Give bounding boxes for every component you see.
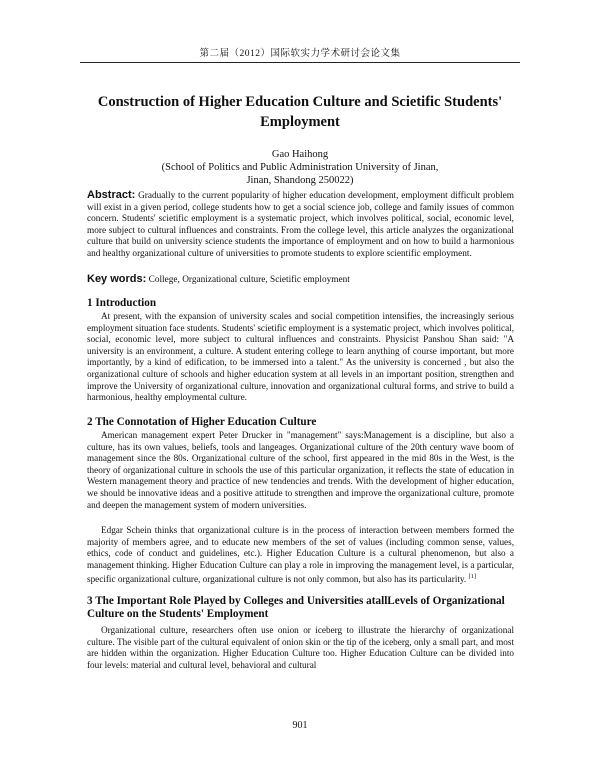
author-block bbox=[80, 148, 520, 187]
connotation-paragraph-1: American management expert Peter Drucker in "management" says:Management is a discipline, but also a culture, has its own values, beliefs, tools and langeages. Organizational culture of the 20th century wave boom of management since the 80s. Organizational culture of the school, first appeared in the mid 80s in the West, is the theory of organizational culture in schools the use of this particular organization, it reflects the state of education in Western management theory and practice of new tendencies and trends. With the development of higher education, we should be innovative ideas and a positive attitude to strengthen and improve the organizational culture, promote and deepen the management system of modern universities. bbox=[87, 430, 514, 510]
important-role-paragraph: Organizational culture, researchers often use onion or iceberg to illustrate the hierarchy of organizational culture. The visible part of the cultural equivalent of onion skin or the tip of the iceberg, only a small part, and most are hidden within the organization. Higher Education Culture too. Higher Education Culture can be divided into four levels: material and cultural level, behavioral and cultural bbox=[87, 625, 514, 670]
keywords-text: College, Organizational culture, Scietific employment bbox=[148, 275, 350, 285]
introduction-paragraph: At present, with the expansion of university scales and social competition intensifies, the increasingly serious employment situation face students. Students' scietific employment is a systematic project, which involves political, social, economic level, more subject to cultural influences and constraints. Physicist Panshou Shan said: "A university is an environment, a culture. A student entering college to learn anything of course important, but more importantly, by a kind of edification, to be immersed into a talent." As the university is concerned , but also the organizational culture of schools and higher education system at all levels in an important position, strengthen and improve the University of organizational culture, innovation and organizational cultural forms, and strive to build a harmonious, healthy employmental culture. bbox=[87, 311, 514, 403]
abstract bbox=[87, 190, 514, 261]
author-name: Gao Haihong bbox=[271, 149, 329, 160]
citation-marker: [1] bbox=[468, 573, 477, 581]
connotation-paragraph-2 bbox=[87, 525, 514, 586]
connotation-paragraph-2-text: Edgar Schein thinks that organizational culture is in the process of interaction between members formed the majority of members agree, and to educate new members of the set of values (including common sense, values, ethics, code of conduct and guidelines, etc.). Higher Education Culture is a cultural phenomenon, but also a management thinking. Higher Education Culture can play a role in improving the management level, is a particular, specific organizational culture, organizational culture is not only common, but also has its particularity. bbox=[87, 525, 514, 585]
keywords bbox=[87, 273, 514, 286]
page-number: 901 bbox=[292, 720, 308, 731]
abstract-label: Abstract: bbox=[87, 189, 136, 201]
section-heading-connotation: 2 The Connotation of Higher Education Culture bbox=[87, 416, 317, 428]
section-heading-introduction: 1 Introduction bbox=[87, 297, 157, 309]
running-header: 第二届（2012）国际软实力学术研讨会论文集 bbox=[80, 45, 520, 63]
paper-title: Construction of Higher Education Culture and Scietific Students' Employment bbox=[97, 94, 503, 130]
section-heading-important-role: 3 The Important Role Played by Colleges and Universities atallLevels of Organizational Culture on the Students' Employment bbox=[87, 595, 505, 620]
abstract-text: Gradually to the current popularity of higher education development, employment difficult problem will exist in a given period, college students how to get a social science job, college and family issues of common concern. Students' scietific employment is a systematic project, which involves political, social, economic level, more subject to cultural influences and constraints. From the college level, this article analyzes the organizational culture that build on university science students the importance of employment and on how to build a harmonious and healthy organizational culture of universities to promote students to explore scientific employment. bbox=[87, 191, 514, 259]
author-address: Jinan, Shandong 250022) bbox=[246, 175, 354, 186]
author-affiliation: (School of Politics and Public Administration University of Jinan, bbox=[161, 162, 439, 173]
keywords-label: Key words: bbox=[87, 273, 147, 285]
